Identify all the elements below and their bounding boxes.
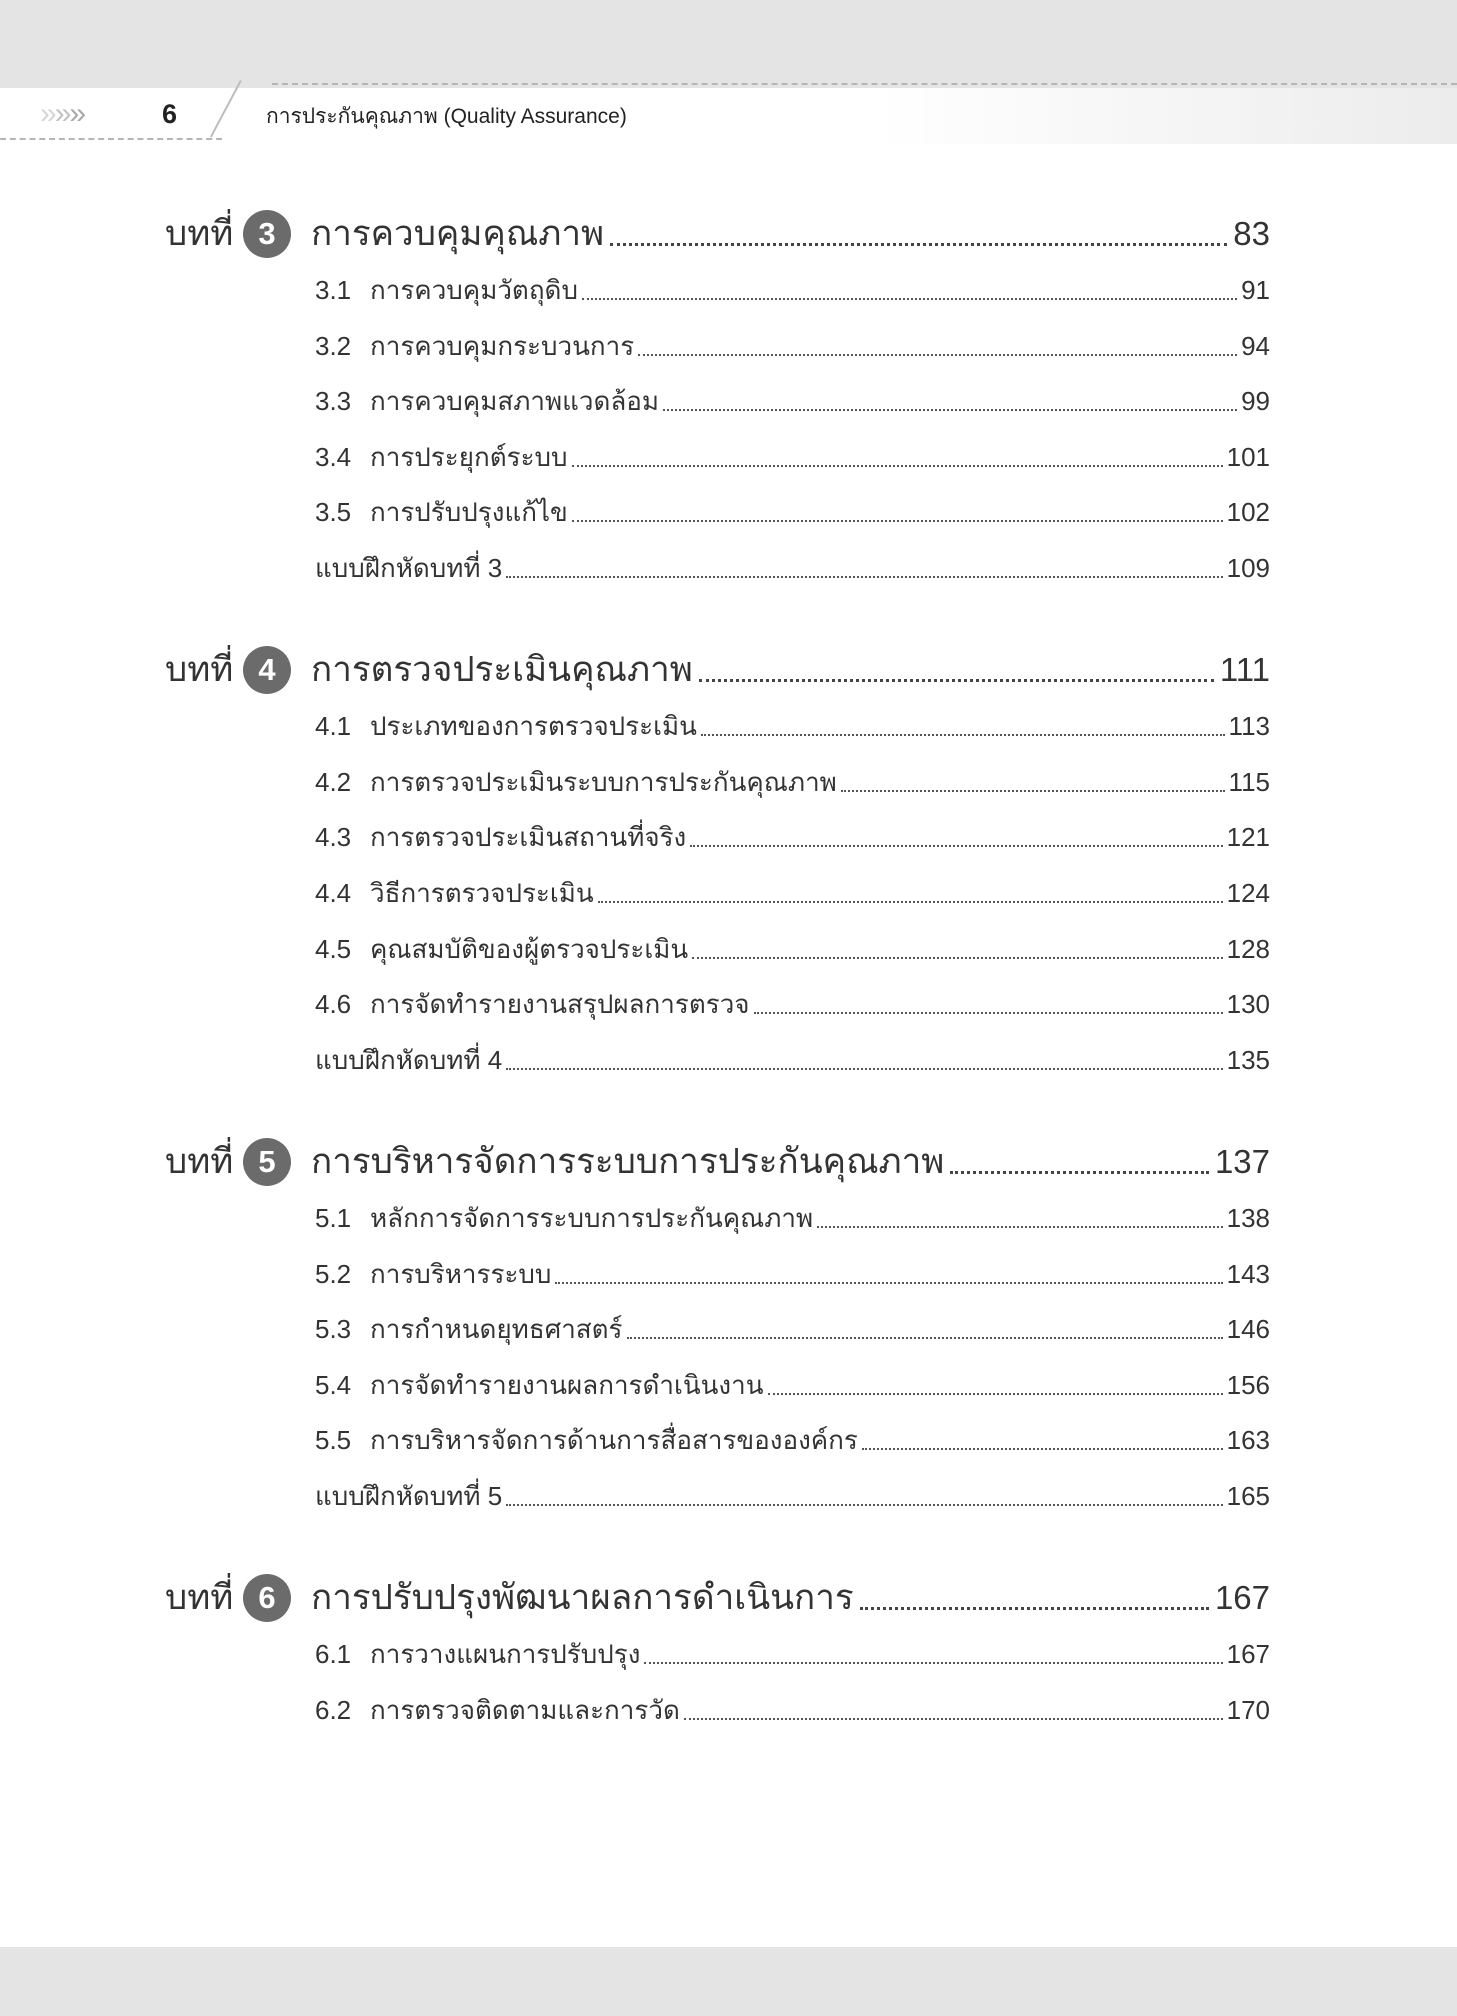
section-title: การตรวจติดตามและการวัด: [370, 1695, 680, 1725]
toc-exercise[interactable]: [315, 1040, 1270, 1080]
section-number: 3.3: [315, 386, 352, 416]
dot-leader: [506, 1504, 1222, 1506]
section-page-number: 146: [1226, 1314, 1270, 1344]
section-number: 3.1: [315, 275, 352, 305]
toc-section[interactable]: [315, 326, 1270, 366]
chapter-title: การควบคุมคุณภาพ: [311, 214, 605, 253]
toc-chapter-6[interactable]: [165, 1574, 1270, 1622]
toc-chapter-3[interactable]: [165, 210, 1270, 258]
section-page-number: 101: [1226, 442, 1270, 472]
section-number: 6.1: [315, 1639, 352, 1669]
chapter-prefix: บทที่: [165, 1142, 234, 1181]
section-page-number: 121: [1226, 822, 1270, 852]
dot-leader: [644, 1662, 1222, 1664]
chevron-arrows-icon: »»»: [40, 97, 85, 130]
section-page-number: 165: [1226, 1481, 1270, 1511]
section-number: 5.5: [315, 1425, 352, 1455]
dot-leader: [610, 243, 1227, 246]
section-title: วิธีการตรวจประเมิน: [370, 878, 594, 908]
section-page-number: 124: [1226, 878, 1270, 908]
section-page-number: 91: [1241, 275, 1270, 305]
section-page-number: 156: [1226, 1370, 1270, 1400]
dot-leader: [506, 576, 1222, 578]
section-page-number: 170: [1226, 1695, 1270, 1725]
toc-exercise[interactable]: [315, 548, 1270, 588]
toc-chapter-4[interactable]: [165, 646, 1270, 694]
toc-section[interactable]: [315, 817, 1270, 857]
dot-leader: [701, 734, 1225, 736]
page-number: 6: [162, 99, 178, 129]
section-title: การตรวจประเมินระบบการประกันคุณภาพ: [370, 767, 837, 797]
dot-leader: [555, 1282, 1222, 1284]
section-page-number: 99: [1241, 386, 1270, 416]
toc-section[interactable]: [315, 437, 1270, 477]
section-number: 6.2: [315, 1695, 352, 1725]
toc-section[interactable]: [315, 873, 1270, 913]
exercise-title: แบบฝึกหัดบทที่ 3: [315, 553, 503, 583]
section-page-number: 102: [1226, 497, 1270, 527]
dot-leader: [699, 679, 1214, 682]
section-number: 4.6: [315, 989, 352, 1019]
chapter-number-badge: 3: [243, 210, 291, 258]
section-page-number: 163: [1226, 1425, 1270, 1455]
toc-section[interactable]: [315, 762, 1270, 802]
section-number: 4.5: [315, 934, 352, 964]
dot-leader: [754, 1012, 1223, 1014]
section-title: การปรับปรุงแก้ไข: [370, 497, 568, 527]
toc-section[interactable]: [315, 1690, 1270, 1730]
book-title: การประกันคุณภาพ (Quality Assurance): [266, 105, 627, 128]
dot-leader: [663, 409, 1237, 411]
dot-leader: [817, 1226, 1222, 1228]
section-page-number: 138: [1226, 1203, 1270, 1233]
section-number: 3.2: [315, 331, 352, 361]
dot-leader: [572, 520, 1223, 522]
chapter-prefix: บทที่: [165, 1578, 234, 1617]
toc-section[interactable]: [315, 1365, 1270, 1405]
exercise-title: แบบฝึกหัดบทที่ 5: [315, 1481, 503, 1511]
section-title: คุณสมบัติของผู้ตรวจประเมิน: [370, 934, 689, 964]
toc-chapter-5[interactable]: [165, 1138, 1270, 1186]
chapter-page-number: 167: [1214, 1579, 1270, 1616]
section-number: 4.1: [315, 711, 352, 741]
toc-section[interactable]: [315, 1309, 1270, 1349]
section-number: 5.4: [315, 1370, 352, 1400]
dot-leader: [506, 1068, 1222, 1070]
dot-leader: [860, 1607, 1209, 1610]
toc-section[interactable]: [315, 1634, 1270, 1674]
header-dashed-rule: [0, 138, 222, 140]
dot-leader: [690, 845, 1222, 847]
top-margin-band: [0, 0, 1457, 88]
section-number: 3.4: [315, 442, 352, 472]
exercise-title: แบบฝึกหัดบทที่ 4: [315, 1045, 503, 1075]
section-number: 4.3: [315, 822, 352, 852]
toc-section[interactable]: [315, 984, 1270, 1024]
toc-section[interactable]: [315, 270, 1270, 310]
section-title: การจัดทำรายงานสรุปผลการตรวจ: [370, 989, 750, 1019]
toc-exercise[interactable]: [315, 1476, 1270, 1516]
toc-section[interactable]: [315, 706, 1270, 746]
toc-section[interactable]: [315, 929, 1270, 969]
section-page-number: 135: [1226, 1045, 1270, 1075]
dot-leader: [627, 1337, 1223, 1339]
section-title: การจัดทำรายงานผลการดำเนินงาน: [370, 1370, 764, 1400]
chapter-number-badge: 4: [243, 646, 291, 694]
toc-section[interactable]: [315, 1198, 1270, 1238]
section-page-number: 167: [1226, 1639, 1270, 1669]
toc-section[interactable]: [315, 492, 1270, 532]
section-number: 5.1: [315, 1203, 352, 1233]
toc-section[interactable]: [315, 1420, 1270, 1460]
dot-leader: [692, 957, 1222, 959]
dot-leader: [862, 1448, 1223, 1450]
section-number: 5.3: [315, 1314, 352, 1344]
bottom-margin-band: [0, 1947, 1457, 2016]
section-page-number: 94: [1241, 331, 1270, 361]
dot-leader: [572, 465, 1223, 467]
dot-leader: [582, 298, 1237, 300]
section-title: การบริหารระบบ: [370, 1259, 552, 1289]
section-page-number: 143: [1226, 1259, 1270, 1289]
section-title: หลักการจัดการระบบการประกันคุณภาพ: [370, 1203, 814, 1233]
toc-section[interactable]: [315, 1254, 1270, 1294]
chapter-page-number: 111: [1219, 651, 1270, 688]
dot-leader: [598, 901, 1223, 903]
section-title: การควบคุมกระบวนการ: [370, 331, 635, 361]
section-page-number: 113: [1228, 711, 1270, 741]
chapter-title: การปรับปรุงพัฒนาผลการดำเนินการ: [311, 1578, 854, 1617]
dot-leader: [950, 1171, 1209, 1174]
section-page-number: 128: [1226, 934, 1270, 964]
chapter-page-number: 137: [1214, 1143, 1270, 1180]
dot-leader: [684, 1718, 1223, 1720]
dot-leader: [841, 790, 1225, 792]
section-page-number: 130: [1226, 989, 1270, 1019]
chapter-prefix: บทที่: [165, 650, 234, 689]
section-title: การตรวจประเมินสถานที่จริง: [370, 822, 687, 852]
section-number: 4.4: [315, 878, 352, 908]
section-title: การวางแผนการปรับปรุง: [370, 1639, 641, 1669]
section-number: 5.2: [315, 1259, 352, 1289]
chapter-number-badge: 5: [243, 1138, 291, 1186]
header-dashed-rule: [272, 83, 1457, 85]
section-page-number: 115: [1228, 767, 1270, 797]
section-number: 4.2: [315, 767, 352, 797]
chapter-prefix: บทที่: [165, 214, 234, 253]
chapter-number-badge: 6: [243, 1574, 291, 1622]
section-number: 3.5: [315, 497, 352, 527]
section-title: การบริหารจัดการด้านการสื่อสารขององค์กร: [370, 1425, 858, 1455]
dot-leader: [638, 354, 1237, 356]
chapter-title: การตรวจประเมินคุณภาพ: [311, 650, 693, 689]
dot-leader: [768, 1393, 1223, 1395]
section-title: การควบคุมวัตถุดิบ: [370, 275, 578, 305]
section-title: การควบคุมสภาพแวดล้อม: [370, 386, 660, 416]
chapter-page-number: 83: [1233, 215, 1270, 252]
running-header: [0, 88, 1457, 144]
section-title: ประเภทของการตรวจประเมิน: [370, 711, 697, 741]
section-title: การประยุกต์ระบบ: [370, 442, 568, 472]
toc-section[interactable]: [315, 381, 1270, 421]
chapter-title: การบริหารจัดการระบบการประกันคุณภาพ: [311, 1142, 945, 1181]
section-title: การกำหนดยุทธศาสตร์: [370, 1314, 623, 1344]
section-page-number: 109: [1226, 553, 1270, 583]
